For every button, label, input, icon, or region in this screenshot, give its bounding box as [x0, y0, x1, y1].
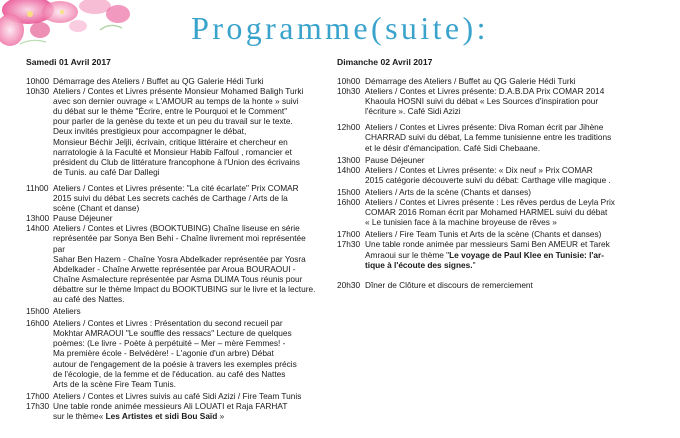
activity-text-main: Une table ronde animée messieurs Ali LOUATI et Raja FARHAT sur le thème« — [53, 400, 288, 421]
time-slot: 15h00 — [26, 306, 50, 317]
time-slot: 15h00 — [337, 186, 361, 197]
activity-text: Ateliers / Contes et Livres présente: D.A.B.DA Prix COMAR 2014 Khaoula HOSNI suivi du débat « Les Sources d'inspiration pour l'écriture ». Café Sidi Azizi — [365, 86, 605, 117]
time-slot: 13h00 — [26, 213, 50, 224]
time-slot: 16h00 — [337, 197, 361, 208]
time-slot: 20h30 — [337, 279, 361, 290]
activity-text: Ateliers / Contes et Livres présente: "La cité écarlate" Prix COMAR 2015 suivi du débat Les secrets cachés de Carthage / Arts de la scène (Chant et danse) — [53, 182, 299, 214]
time-slot: 12h00 — [337, 122, 361, 133]
schedule-row — [337, 239, 667, 269]
schedule-row — [337, 197, 667, 227]
activity-text: Ateliers / Contes et Livres présente Monsieur Mohamed Baligh Turki avec son dernier ouvrage « L'AMOUR au temps de la honte » suivi du débat sur le thème "Écrire, entre le Pourquoi et le Comment" pour parler de la genèse du texte et un peu du travail sur le texte. Deux invités prestigieux pour accompagner le débat, Monsieur Béchir Jeljli, écrivain, critique littéraire et chercheur en narratologie à la Faculté et Monsieur Habib Falfoul , romancier et président du Club de littérature francophone à l'Union des écrivains de Tunis. au café Dar Dallegi — [53, 86, 304, 177]
schedule-row — [337, 122, 667, 152]
activity-text: Ateliers / Contes et Livres : Présentation du second recueil par Mokhtar AMRAOUI "Le souffle des ressacs" Lecture de quelques poèmes: (Le livre - Poète à perpétuité – Mer – mère Femmes! - Ma première école - Belvédère! - L'agonie d'un arbre) Débat autour de l'engagement de la poésie à travers les exemples précis de l'écologie, de la femme et de l'éducation. au café des Nattes Arts de la scène Fire Team Tunis. — [53, 318, 297, 389]
time-slot: 17h00 — [26, 390, 50, 401]
activity-text: Ateliers / Arts de la scène (Chants et danses) — [365, 186, 532, 197]
activity-text-tail: » — [217, 411, 225, 421]
activity-text: Ateliers / Contes et Livres suivis au café Sidi Azizi / Fire Team Tunis — [53, 390, 302, 401]
schedule-row — [337, 280, 667, 290]
schedule-row — [337, 86, 667, 116]
day-heading-sunday: Dimanche 02 Avril 2017 — [337, 57, 433, 67]
activity-text: Ateliers / Contes et Livres présente: « Dix neuf » Prix COMAR 2015 catégorie découverte suivi du débat: Carthage ville magique . — [365, 164, 611, 185]
time-slot: 17h30 — [337, 239, 361, 250]
activity-text: Ateliers — [53, 306, 81, 317]
day-heading-saturday: Samedi 01 Avril 2017 — [26, 57, 111, 67]
schedule-row — [26, 391, 316, 401]
activity-text-tail: " — [472, 259, 476, 270]
schedule-row — [26, 213, 316, 223]
schedule-row — [26, 401, 316, 421]
activity-text: Dîner de Clôture et discours de remerciement — [365, 279, 533, 290]
time-slot: 17h00 — [337, 229, 361, 240]
activity-text-main: Une table ronde animée par messieurs Sami Ben AMEUR et Tarek Amraoui sur le thème " — [365, 239, 610, 260]
activity-text: Ateliers / Fire Team Tunis et Arts de la scène (Chants et danses) — [365, 229, 602, 240]
time-slot: 10h30 — [26, 86, 50, 97]
schedule-row — [26, 86, 316, 177]
time-slot: 14h00 — [26, 223, 50, 234]
schedule-row — [26, 76, 316, 86]
activity-text — [365, 239, 667, 269]
time-slot: 11h00 — [26, 182, 49, 193]
schedule-row — [26, 318, 316, 389]
schedule-row — [337, 76, 667, 86]
time-slot: 14h00 — [337, 164, 361, 175]
activity-text: Ateliers / Contes et Livres présente: Diva Roman écrit par Jihène CHARRAD suivi du débat, La femme tunisienne entre les traditions et le désir d'émancipation. Café Sidi Chebaane. — [365, 122, 612, 153]
activity-text — [53, 401, 316, 421]
schedule-row — [337, 187, 667, 197]
page-title: Programme(suite): — [191, 10, 489, 46]
schedule-saturday — [26, 76, 316, 421]
activity-text: Pause Déjeuner — [365, 154, 425, 165]
activity-text-bold: Les Artistes et sidi Bou Saïd — [105, 411, 218, 421]
activity-text: Ateliers / Contes et Livres présente : Les rêves perdus de Leyla Prix COMAR 2016 Roman écrit par Mohamed HARMEL suivi du débat « Le tunisien face à la machine broyeuse de rêves » — [365, 197, 615, 228]
time-slot: 10h00 — [337, 76, 361, 86]
activity-text: Démarrage des Ateliers / Buffet au QG Galerie Hédi Turki — [53, 76, 264, 86]
time-slot: 10h30 — [337, 86, 361, 97]
schedule-row — [337, 155, 667, 165]
time-slot: 16h00 — [26, 318, 50, 329]
time-slot: 13h00 — [337, 154, 361, 165]
time-slot: 17h30 — [26, 400, 50, 411]
schedule-row — [26, 183, 316, 213]
schedule-row — [337, 165, 667, 185]
activity-text: Ateliers / Contes et Livres (BOOKTUBING) Chaîne liseuse en série représentée par Sonya Ben Behi - Chaîne livrement moi représentée par Sahar Ben Hazem - Chaîne Yosra Abdelkader représentée par Yosra Abdelkader - Chaîne Arwette représentée par Aroua BOURAOUI - Chaîne Asmalecture représentée par Asma DLIMA Tous réunis pour débattre sur le thème Impact du BOOKTUBING sur le livre et la lecture. au café des Nattes. — [53, 223, 316, 304]
schedule-row — [26, 223, 316, 304]
schedule-row — [337, 229, 667, 239]
schedule-row — [26, 306, 316, 316]
activity-text: Pause Déjeuner — [53, 213, 113, 224]
time-slot: 10h00 — [26, 76, 50, 86]
activity-text: Démarrage des Ateliers / Buffet au QG Galerie Hédi Turki — [365, 76, 576, 86]
activity-text-bold: Le voyage de Paul Klee en Tunisie: l'ar- tique à l'écoute des signes. — [365, 249, 605, 270]
schedule-sunday — [337, 76, 667, 290]
